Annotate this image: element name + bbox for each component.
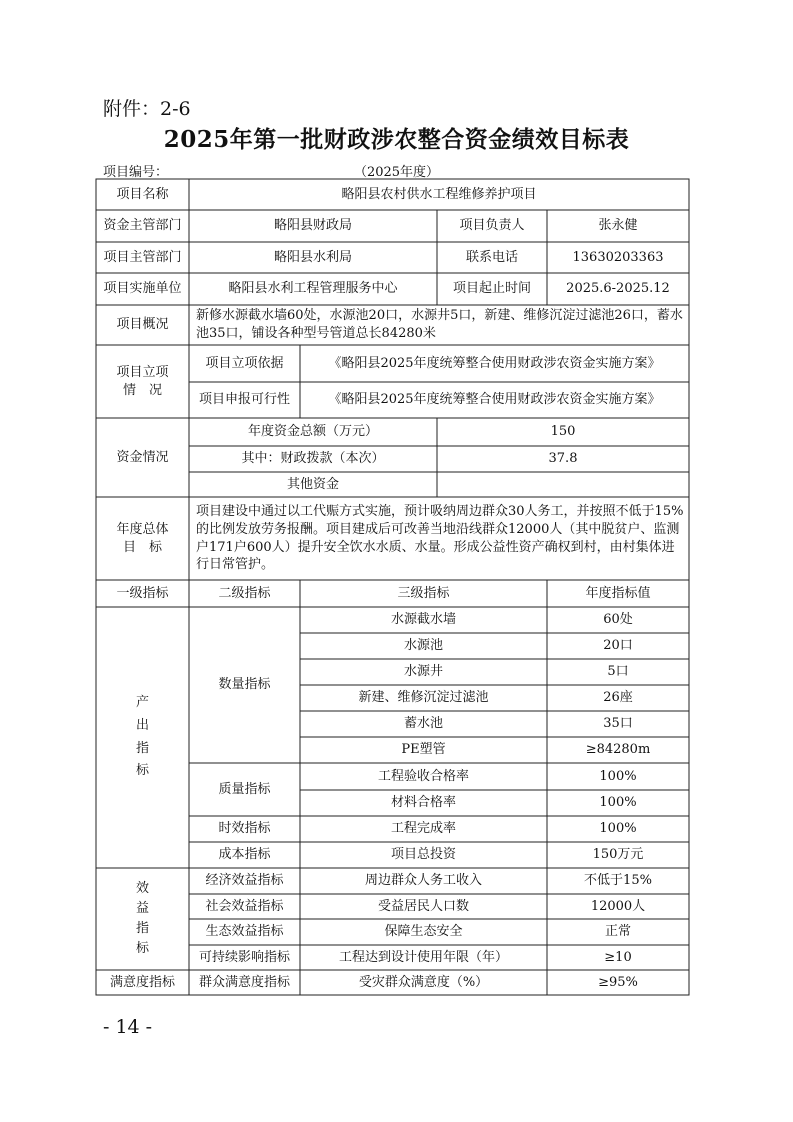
impl-unit-label: 项目实施单位: [103, 281, 182, 297]
benefit-indicator-label: [96, 868, 189, 970]
header-level3: 三级指标: [397, 585, 450, 601]
output-row-value: 20口: [603, 638, 633, 654]
page-number: - 14 -: [103, 1016, 153, 1038]
output-row-name: 水源井: [403, 664, 443, 680]
feasibility-label: 项目申报可行性: [198, 392, 290, 408]
satisfaction-level2: 群众满意度指标: [198, 974, 290, 990]
output-row-name: 水源池: [403, 638, 443, 654]
overview-value: 新修水源截水墙60处，水源池20口，水源井5口，新建、维修沉淀过滤池26口，蓄水池35口，铺设各种型号管道总长84280米: [196, 308, 683, 341]
setup-label: [96, 345, 189, 418]
benefit-row-value: ≥10: [604, 949, 632, 965]
other-funds-value: [437, 472, 689, 497]
setup-label-line2: 情 况: [122, 382, 162, 398]
benefit-char: 效: [135, 880, 149, 896]
output-row-name: 项目总投资: [390, 847, 456, 863]
header-level1: 一级指标: [116, 585, 169, 601]
fiscal-funds-value: 37.8: [548, 451, 578, 467]
fund-dept-value: 略阳县财政局: [273, 218, 352, 234]
output-char: 指: [135, 740, 149, 756]
output-row-name: 工程验收合格率: [377, 768, 469, 784]
output-row-name: 蓄水池: [403, 716, 443, 732]
output-row-name: 工程完成率: [390, 821, 456, 837]
basis-value: 《略阳县2025年度统筹整合使用财政涉农资金实施方案》: [328, 355, 661, 371]
output-row-value: 35口: [603, 716, 633, 732]
goal-label-line2: 目 标: [122, 539, 162, 555]
output-row-value: 100%: [599, 768, 637, 784]
output-row-value: ≥84280m: [585, 742, 651, 758]
output-row-value: 60处: [603, 612, 633, 628]
header-level2: 二级指标: [218, 585, 271, 601]
benefit-char: 指: [135, 921, 149, 936]
other-funds-label: 其他资金: [286, 476, 339, 492]
benefit-row-value: 不低于15%: [584, 873, 652, 889]
funds-label: 资金情况: [116, 449, 169, 465]
benefit-row-level2: 可持续影响指标: [198, 949, 290, 965]
feasibility-value: 《略阳县2025年度统筹整合使用财政涉农资金实施方案》: [328, 392, 661, 408]
benefit-row-name: 保障生态安全: [384, 924, 463, 940]
output-indicator-label: [96, 607, 189, 868]
basis-label: 项目立项依据: [205, 355, 284, 371]
benefit-row-level2: 生态效益指标: [205, 924, 284, 940]
output-row-value: 26座: [603, 690, 633, 706]
benefit-row-name: 受益居民人口数: [377, 898, 469, 914]
period-value: 2025.6-2025.12: [566, 281, 670, 297]
leader-label: 项目负责人: [459, 218, 525, 234]
benefit-char: 标: [135, 941, 149, 957]
output-row-name: 材料合格率: [390, 795, 456, 811]
phone-label: 联系电话: [465, 249, 518, 265]
satisfaction-value: ≥95%: [598, 974, 638, 990]
goal-label: [96, 497, 189, 580]
page-title: 2025年第一批财政涉农整合资金绩效目标表: [163, 126, 630, 153]
quality-indicator-label: 质量指标: [218, 781, 271, 797]
timeliness-indicator-label: 时效指标: [218, 821, 271, 837]
output-char: 产: [135, 695, 149, 710]
phone-value: 13630203363: [572, 249, 664, 265]
benefit-row-name: 周边群众人务工收入: [364, 873, 482, 889]
total-funds-value: 150: [550, 424, 576, 440]
benefit-row-value: 12000人: [590, 898, 646, 914]
project-name-label: 项目名称: [116, 186, 169, 202]
leader-value: 张永健: [598, 218, 638, 234]
project-dept-value: 略阳县水利局: [273, 249, 352, 265]
header-value: 年度指标值: [585, 585, 651, 601]
output-row-value: 100%: [599, 795, 637, 811]
impl-unit-value: 略阳县水利工程管理服务中心: [228, 281, 398, 297]
goal-value: 项目建设中通过以工代赈方式实施，预计吸纳周边群众30人务工，并按照不低于15%的比例发放劳务报酬。项目建成后可改善当地沿线群众12000人（其中脱贫户、监测户171户600人）提升安全饮水水质、水量。形成公益性资产确权到村，由村集体进行日常管护。: [196, 504, 684, 573]
satisfaction-level1: 满意度指标: [109, 974, 175, 990]
benefit-row-level2: 社会效益指标: [205, 898, 284, 914]
attachment-label: 附件：2-6: [103, 98, 191, 120]
satisfaction-name: 受灾群众满意度（%）: [358, 974, 489, 990]
setup-label-line1: 项目立项: [116, 364, 169, 380]
output-row-name: PE塑管: [401, 742, 446, 758]
total-funds-label: 年度资金总额（万元）: [247, 424, 378, 440]
benefit-char: 益: [135, 900, 149, 916]
output-char: 标: [135, 763, 149, 779]
overview-label: 项目概况: [116, 317, 169, 333]
table-year: （2025年度）: [353, 165, 440, 180]
benefit-row-level2: 经济效益指标: [205, 873, 284, 889]
project-number-label: 项目编号：: [103, 165, 169, 180]
benefit-row-name: 工程达到设计使用年限（年）: [338, 949, 508, 965]
output-row-value: 100%: [599, 821, 637, 837]
benefit-row-value: 正常: [604, 924, 631, 940]
output-row-name: 水源截水墙: [390, 612, 456, 628]
quantity-indicator-label: 数量指标: [218, 677, 271, 693]
fiscal-funds-label: 其中：财政拨款（本次）: [241, 451, 385, 467]
fund-dept-label: 资金主管部门: [103, 218, 182, 234]
output-row-value: 5口: [607, 664, 629, 680]
output-char: 出: [135, 717, 149, 733]
period-label: 项目起止时间: [452, 281, 531, 297]
cost-indicator-label: 成本指标: [218, 847, 271, 863]
output-row-value: 150万元: [592, 847, 644, 863]
output-row-name: 新建、维修沉淀过滤池: [358, 690, 489, 706]
goal-label-line1: 年度总体: [116, 521, 169, 537]
project-name-value: 略阳县农村供水工程维修养护项目: [341, 186, 537, 202]
project-dept-label: 项目主管部门: [103, 249, 182, 265]
